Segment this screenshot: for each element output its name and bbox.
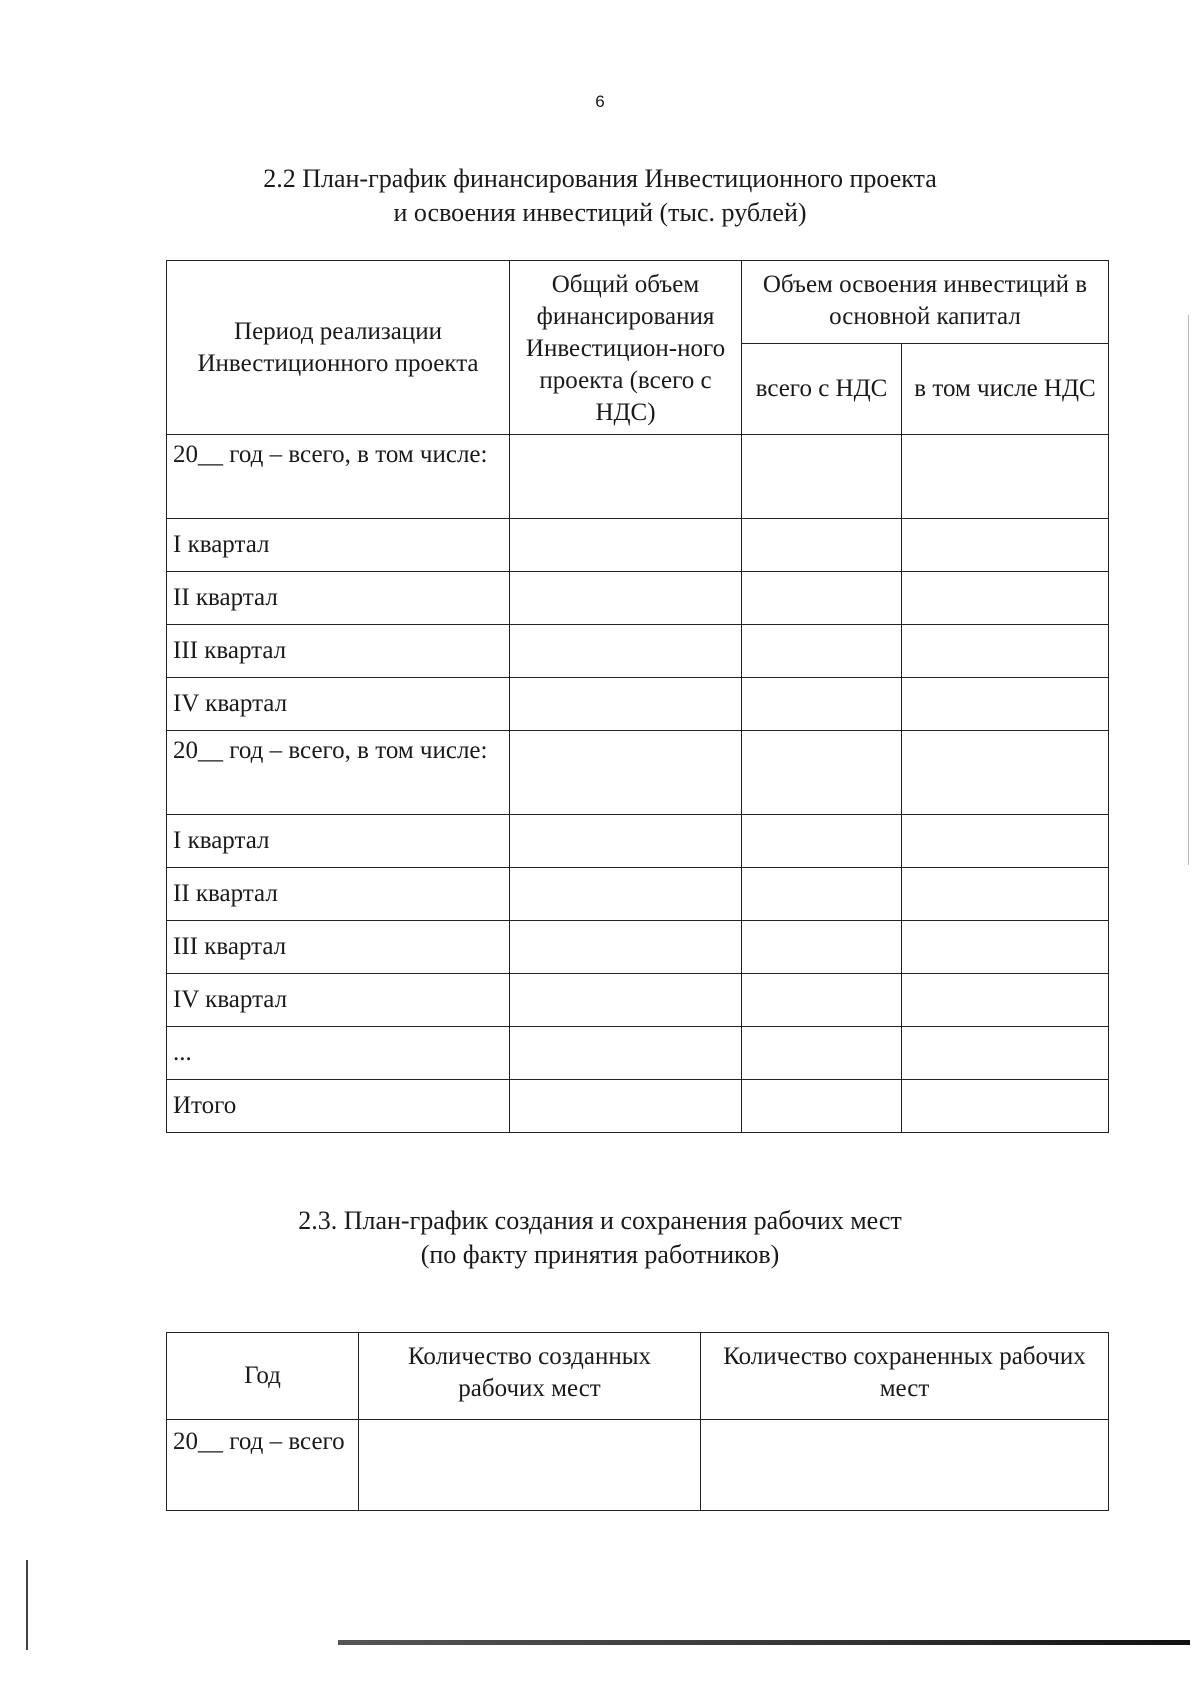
empty-cell [902,1080,1109,1133]
section-title-jobs-schedule [0,1204,1200,1272]
table-row-total [167,1080,1109,1133]
empty-cell [902,1027,1109,1080]
period-cell: IV квартал [167,678,510,731]
period-cell: Итого [167,1080,510,1133]
scan-mark [1188,315,1189,865]
table-row [167,974,1109,1027]
period-cell: IV квартал [167,974,510,1027]
table-row [167,435,1109,519]
table-header-row [167,1333,1109,1420]
empty-cell [902,435,1109,519]
empty-cell [510,625,742,678]
empty-cell [742,625,902,678]
period-cell: III квартал [167,921,510,974]
column-header-retained-jobs: Количество сохраненных рабочих мест [701,1333,1109,1420]
empty-cell [510,1027,742,1080]
period-cell: III квартал [167,625,510,678]
period-cell: II квартал [167,572,510,625]
empty-cell [742,1080,902,1133]
empty-cell [510,974,742,1027]
empty-cell [742,678,902,731]
table-row [167,572,1109,625]
empty-cell [902,731,1109,815]
empty-cell [902,974,1109,1027]
empty-cell [742,731,902,815]
table-row [167,815,1109,868]
section-title-line: (по факту принятия работников) [420,1240,780,1269]
section-title-line: 2.2 План-график финансирования Инвестиционного проекта [263,164,937,193]
empty-cell [510,572,742,625]
column-header-total-with-vat: всего с НДС [742,344,902,435]
empty-cell [742,519,902,572]
empty-cell [742,435,902,519]
empty-cell [902,572,1109,625]
period-cell: ... [167,1027,510,1080]
period-cell: 20__ год – всего, в том числе: [167,731,510,815]
bottom-rule [338,1640,1190,1645]
empty-cell [902,815,1109,868]
empty-cell [510,731,742,815]
empty-cell [902,868,1109,921]
empty-cell [510,435,742,519]
column-header-total-financing: Общий объем финансирования Инвестицион-ного проекта (всего с НДС) [510,261,742,435]
table-row [167,1420,1109,1511]
section-title-line: 2.3. План-график создания и сохранения рабочих мест [298,1206,902,1235]
jobs-schedule-table [166,1332,1109,1511]
scan-mark [26,1560,28,1650]
period-cell: I квартал [167,519,510,572]
empty-cell [359,1420,701,1511]
empty-cell [742,1027,902,1080]
table-row [167,731,1109,815]
empty-cell [510,868,742,921]
empty-cell [902,678,1109,731]
empty-cell [742,868,902,921]
column-header-including-vat: в том числе НДС [902,344,1109,435]
year-cell: 20__ год – всего [167,1420,359,1511]
empty-cell [902,519,1109,572]
empty-cell [510,1080,742,1133]
section-title-line: и освоения инвестиций (тыс. рублей) [393,198,807,227]
column-header-year: Год [167,1333,359,1420]
empty-cell [902,921,1109,974]
financing-schedule-table [166,260,1109,1133]
empty-cell [510,815,742,868]
empty-cell [510,921,742,974]
period-cell: I квартал [167,815,510,868]
empty-cell [701,1420,1109,1511]
empty-cell [742,974,902,1027]
period-cell: 20__ год – всего, в том числе: [167,435,510,519]
period-cell: II квартал [167,868,510,921]
empty-cell [742,921,902,974]
table-row [167,519,1109,572]
empty-cell [742,572,902,625]
table-row [167,678,1109,731]
empty-cell [510,519,742,572]
section-title-financing-schedule [0,162,1200,230]
empty-cell [742,815,902,868]
table-row [167,868,1109,921]
column-header-capital-investment: Объем освоения инвестиций в основной капитал [742,261,1109,344]
table-header-row [167,261,1109,344]
column-header-created-jobs: Количество созданных рабочих мест [359,1333,701,1420]
empty-cell [902,625,1109,678]
table-row [167,921,1109,974]
page-number: 6 [595,92,605,111]
column-header-period: Период реализации Инвестиционного проекта [167,261,510,435]
empty-cell [510,678,742,731]
table-row [167,625,1109,678]
table-row [167,1027,1109,1080]
